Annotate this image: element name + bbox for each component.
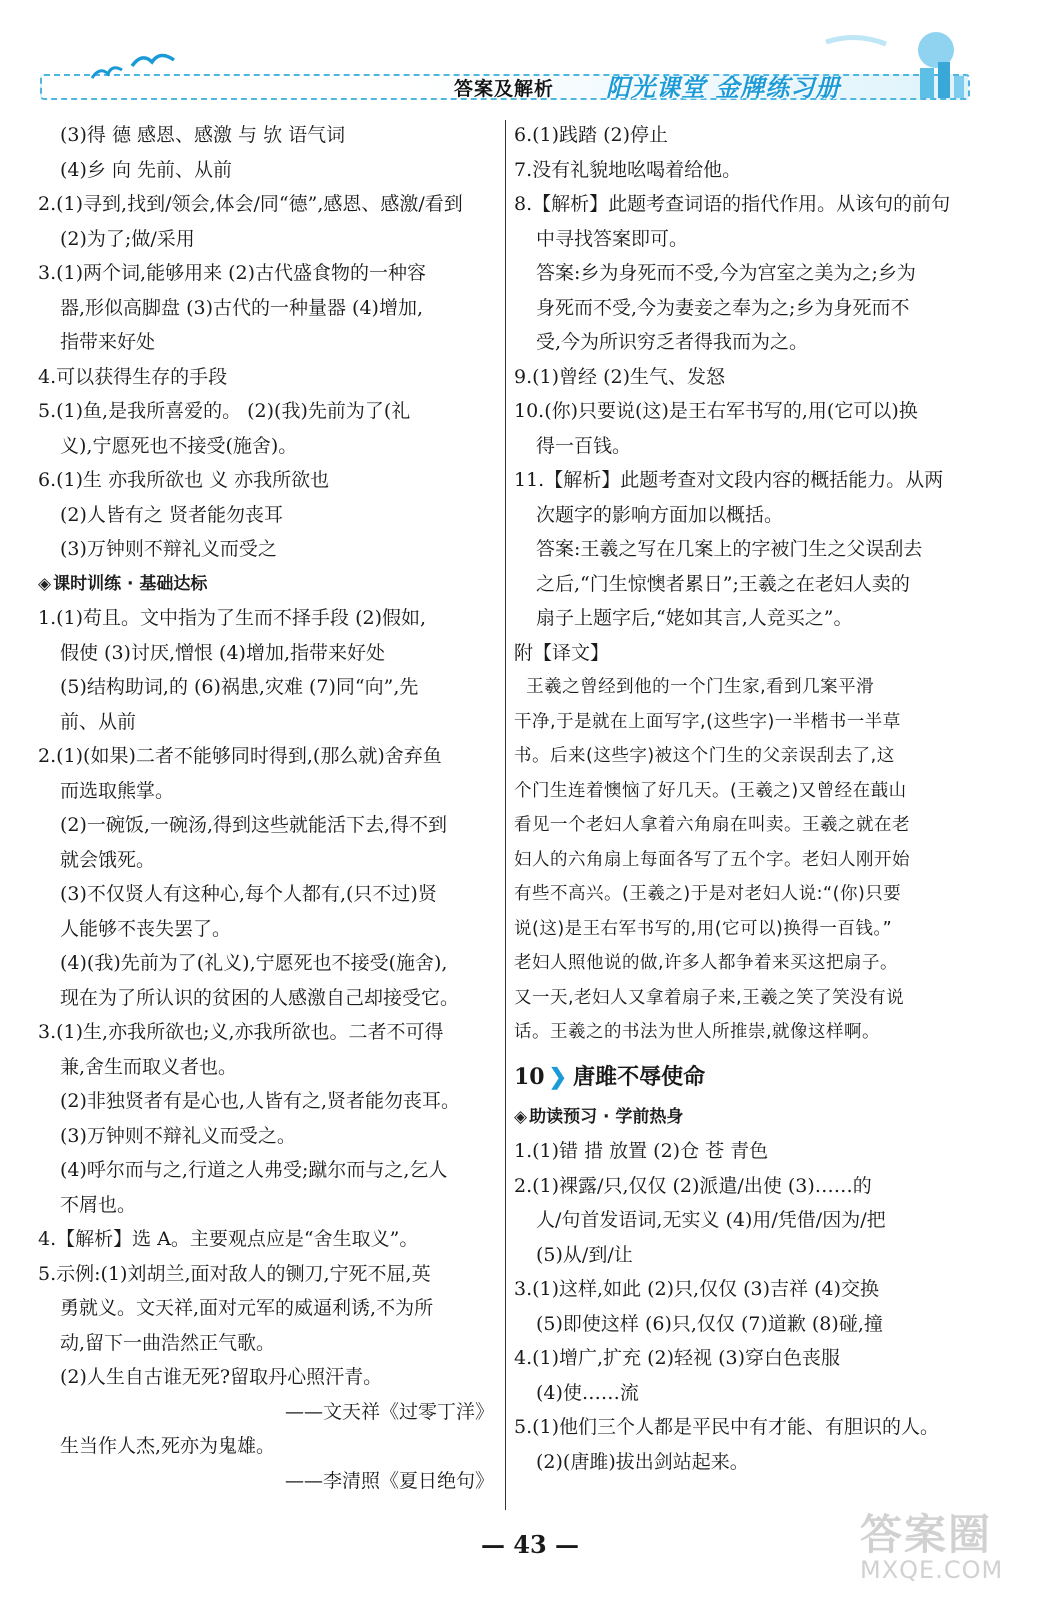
answer-line: 义),宁愿死也不接受(施舍)。 bbox=[60, 434, 298, 457]
answer-line: 中寻找答案即可。 bbox=[536, 227, 689, 250]
answer-line: 1.(1)错 措 放置 (2)仓 苍 青色 bbox=[514, 1140, 769, 1162]
answer-line: 不屑也。 bbox=[60, 1193, 137, 1216]
watermark bbox=[860, 1502, 1050, 1592]
answer-line: 11.【解析】此题考查对文段内容的概括能力。从两 bbox=[514, 469, 944, 491]
answer-line: 之后,“门生惊懊者累日”;王羲之在老妇人卖的 bbox=[536, 572, 910, 595]
answer-line: 兼,舍生而取义者也。 bbox=[60, 1055, 238, 1078]
right-column bbox=[514, 118, 976, 1479]
answer-line: (4)乡 向 先前、从前 bbox=[60, 158, 232, 181]
watermark-line2: MXQE.COM bbox=[860, 1556, 1004, 1584]
answer-line: 假使 (3)讨厌,憎恨 (4)增加,指带来好处 bbox=[60, 641, 385, 664]
translation-line: 书。后来(这些字)被这个门生的父亲误刮去了,这 bbox=[514, 746, 895, 766]
translation-line: 有些不高兴。(王羲之)于是对老妇人说:“(你)只要 bbox=[514, 884, 902, 904]
answer-line: 4.可以获得生存的手段 bbox=[38, 365, 228, 388]
translation-line: 话。王羲之的书法为世人所推崇,就像这样啊。 bbox=[514, 1022, 881, 1042]
answer-line: 2.(1)寻到,找到/领会,体会/同“德”,感恩、感激/看到 bbox=[38, 193, 463, 215]
answer-line: 4.【解析】选 A。主要观点应是“舍生取义”。 bbox=[38, 1228, 419, 1250]
birds-icon bbox=[82, 48, 182, 88]
answer-line: 前、从前 bbox=[60, 710, 137, 733]
answer-line: (4)使……流 bbox=[536, 1381, 639, 1404]
right-column-preview bbox=[514, 1100, 976, 1480]
answer-line: 次题字的影响方面加以概括。 bbox=[536, 503, 784, 526]
answer-line: 附【译文】 bbox=[514, 641, 610, 664]
answer-line: (2)为了;做/采用 bbox=[60, 227, 195, 250]
brand-title: 阳光课堂 金牌练习册 bbox=[606, 74, 841, 102]
translation-line: 老妇人照他说的做,许多人都争着来买这把扇子。 bbox=[514, 953, 899, 973]
answer-line: 勇就义。文天祥,面对元军的威逼利诱,不为所 bbox=[60, 1297, 434, 1319]
answer-line: 1.(1)苟且。文中指为了生而不择手段 (2)假如, bbox=[38, 607, 427, 629]
answer-line: 6.(1)践踏 (2)停止 bbox=[514, 124, 668, 146]
answer-line: (5)结构助词,的 (6)祸患,灾难 (7)同“向”,先 bbox=[60, 676, 419, 698]
answer-line: 5.示例:(1)刘胡兰,面对敌人的铡刀,宁死不屈,英 bbox=[38, 1262, 431, 1285]
section-title: 答案及解析 bbox=[454, 78, 555, 100]
answer-line: (4)(我)先前为了(礼义),宁愿死也不接受(施舍), bbox=[60, 952, 448, 974]
answer-line: (5)即使这样 (6)只,仅仅 (7)道歉 (8)碰,撞 bbox=[536, 1312, 883, 1335]
page-number: — 43 — bbox=[480, 1530, 580, 1559]
answer-line: 指带来好处 bbox=[60, 331, 156, 353]
translation-line: 看见一个老妇人拿着六角扇在叫卖。王羲之就在老 bbox=[514, 815, 910, 835]
section-heading-label: 助读预习 · 学前热身 bbox=[529, 1106, 684, 1127]
citation-line: ——文天祥《过零丁洋》 bbox=[284, 1400, 494, 1423]
section-heading bbox=[514, 1100, 976, 1135]
answer-line: (5)从/到/让 bbox=[536, 1243, 633, 1266]
section-heading-label: 课时训练 · 基础达标 bbox=[53, 573, 208, 594]
answer-line: 现在为了所认识的贫困的人感激自己却接受它。 bbox=[60, 986, 460, 1009]
answer-line: 4.(1)增广,扩充 (2)轻视 (3)穿白色丧服 bbox=[514, 1347, 840, 1369]
answer-line: (3)得 德 感恩、感激 与 欤 语气词 bbox=[60, 124, 346, 146]
answer-line: 就会饿死。 bbox=[60, 848, 156, 871]
lesson-number: 10 bbox=[514, 1063, 545, 1090]
answer-line: 7.没有礼貌地吆喝着给他。 bbox=[514, 158, 742, 181]
answer-line: 得一百钱。 bbox=[536, 434, 632, 457]
lesson-heading bbox=[514, 1054, 976, 1100]
answer-line: 9.(1)曾经 (2)生气、发怒 bbox=[514, 365, 725, 388]
page-header bbox=[36, 28, 976, 114]
answer-line: (2)(唐雎)拔出剑站起来。 bbox=[536, 1450, 749, 1473]
answer-line: 3.(1)两个词,能够用来 (2)古代盛食物的一种容 bbox=[38, 262, 427, 284]
answer-line: (2)人皆有之 贤者能勿丧耳 bbox=[60, 503, 283, 526]
answer-line: 3.(1)这样,如此 (2)只,仅仅 (3)吉祥 (4)交换 bbox=[514, 1278, 879, 1300]
answer-line: 人/句首发语词,无实义 (4)用/凭借/因为/把 bbox=[536, 1209, 886, 1231]
school-decoration-icon bbox=[816, 28, 966, 108]
column-divider bbox=[505, 120, 506, 1510]
translation-line: 又一天,老妇人又拿着扇子来,王羲之笑了笑没有说 bbox=[514, 987, 905, 1008]
answer-line: 8.【解析】此题考查词语的指代作用。从该句的前句 bbox=[514, 193, 951, 215]
answer-line: 10.(你)只要说(这)是王右军书写的,用(它可以)换 bbox=[514, 400, 918, 422]
answer-line: 答案:乡为身死而不受,今为宫室之美为之;乡为 bbox=[536, 262, 916, 284]
answer-line: (2)非独贤者有是心也,人皆有之,贤者能勿丧耳。 bbox=[60, 1090, 460, 1112]
answer-line: (3)万钟则不辩礼义而受之。 bbox=[60, 1124, 296, 1147]
answer-line: 动,留下一曲浩然正气歌。 bbox=[60, 1331, 276, 1354]
translation-line: 个门生连着懊恼了好几天。(王羲之)又曾经在蕺山 bbox=[514, 780, 907, 801]
translation-line: 妇人的六角扇上每面各写了五个字。老妇人刚开始 bbox=[514, 849, 910, 870]
answer-line: 人能够不丧失罢了。 bbox=[60, 917, 232, 940]
watermark-line1: 答案圈 bbox=[860, 1510, 993, 1559]
translation-text bbox=[514, 670, 976, 1050]
answer-line: 答案:王羲之写在几案上的字被门生之父误刮去 bbox=[536, 538, 923, 560]
right-column-answers bbox=[514, 118, 976, 670]
answer-line: (3)万钟则不辩礼义而受之 bbox=[60, 538, 277, 560]
left-column bbox=[38, 118, 498, 1498]
answer-line: (4)呼尔而与之,行道之人弗受;蹴尔而与之,乞人 bbox=[60, 1159, 448, 1181]
answer-line: 而选取熊掌。 bbox=[60, 779, 175, 802]
translation-line: 王羲之曾经到他的一个门生家,看到几案平滑 bbox=[514, 677, 875, 697]
answer-line: 2.(1)裸露/只,仅仅 (2)派遣/出使 (3)……的 bbox=[514, 1174, 872, 1197]
translation-line: 干净,于是就在上面写字,(这些字)一半楷书一半草 bbox=[514, 711, 901, 732]
diamond-bullet-icon: ◈ bbox=[38, 573, 52, 594]
answer-line: 扇子上题字后,“姥如其言,人竞买之”。 bbox=[536, 607, 853, 629]
answer-line: 受,今为所识穷乏者得我而为之。 bbox=[536, 331, 809, 353]
lesson-title: 唐雎不辱使命 bbox=[573, 1063, 706, 1090]
answer-line: 5.(1)鱼,是我所喜爱的。 (2)(我)先前为了(礼 bbox=[38, 400, 411, 422]
translation-line: 说(这)是王右军书写的,用(它可以)换得一百钱。” bbox=[514, 918, 893, 939]
section-heading bbox=[38, 567, 498, 602]
answer-line: 身死而不受,今为妻妾之奉为之;乡为身死而不 bbox=[536, 296, 910, 319]
chevron-right-icon: ❯ bbox=[548, 1063, 568, 1090]
answer-line: (2)一碗饭,一碗汤,得到这些就能活下去,得不到 bbox=[60, 814, 448, 836]
answer-line: (3)不仅贤人有这种心,每个人都有,(只不过)贤 bbox=[60, 883, 437, 905]
answer-line: 生当作人杰,死亦为鬼雄。 bbox=[60, 1435, 276, 1457]
diamond-bullet-icon: ◈ bbox=[514, 1106, 528, 1127]
answer-line: 3.(1)生,亦我所欲也;义,亦我所欲也。二者不可得 bbox=[38, 1021, 444, 1043]
answer-line: 5.(1)他们三个人都是平民中有才能、有胆识的人。 bbox=[514, 1416, 940, 1438]
answer-line: 器,形似高脚盘 (3)古代的一种量器 (4)增加, bbox=[60, 296, 423, 319]
answer-line: 6.(1)生 亦我所欲也 义 亦我所欲也 bbox=[38, 469, 330, 491]
answer-line: 2.(1)(如果)二者不能够同时得到,(那么就)舍弃鱼 bbox=[38, 745, 442, 767]
citation-line: ——李清照《夏日绝句》 bbox=[284, 1469, 494, 1492]
answer-line: (2)人生自古谁无死?留取丹心照汗青。 bbox=[60, 1366, 383, 1388]
